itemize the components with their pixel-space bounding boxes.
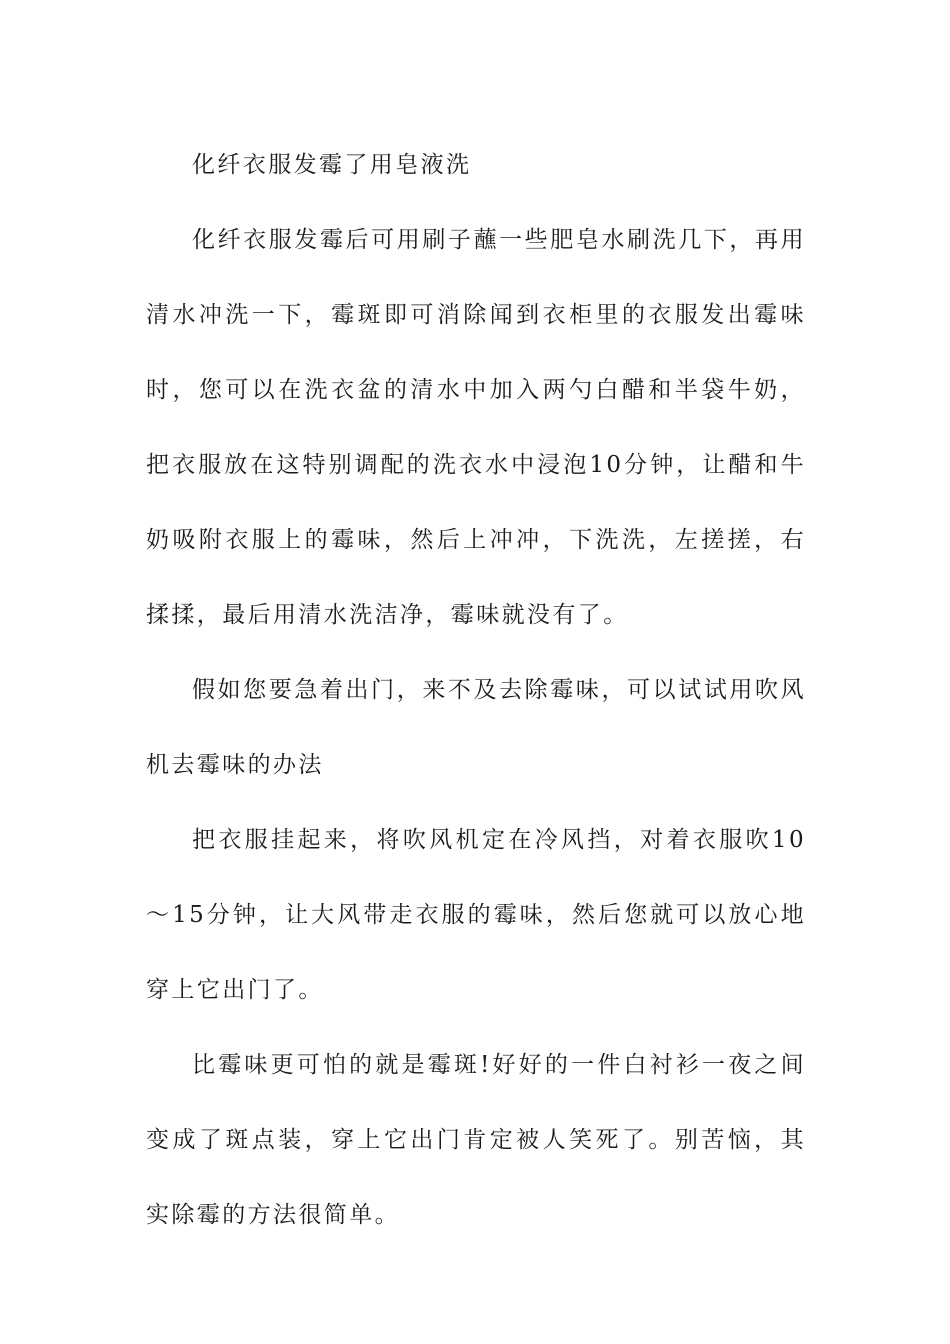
- paragraph: 比霉味更可怕的就是霉斑!好好的一件白衬衫一夜之间变成了斑点装，穿上它出门肯定被人笑死了。别苦恼，其实除霉的方法很简单。: [146, 1052, 806, 1228]
- paragraph: 把衣服挂起来，将吹风机定在冷风挡，对着衣服吹10～15分钟，让大风带走衣服的霉味，然后您就可以放心地穿上它出门了。: [146, 827, 806, 1003]
- document-body: [146, 128, 806, 1253]
- paragraph: 假如您要急着出门，来不及去除霉味，可以试试用吹风机去霉味的办法: [146, 677, 806, 778]
- section-heading: 化纤衣服发霉了用皂液洗: [192, 152, 472, 178]
- paragraph: 化纤衣服发霉后可用刷子蘸一些肥皂水刷洗几下，再用清水冲洗一下，霉斑即可消除闻到衣柜里的衣服发出霉味时，您可以在洗衣盆的清水中加入两勺白醋和半袋牛奶，把衣服放在这特别调配的洗衣水中浸泡10分钟，让醋和牛奶吸附衣服上的霉味，然后上冲冲，下洗洗，左搓搓，右揉揉，最后用清水洗洁净，霉味就没有了。: [146, 227, 806, 628]
